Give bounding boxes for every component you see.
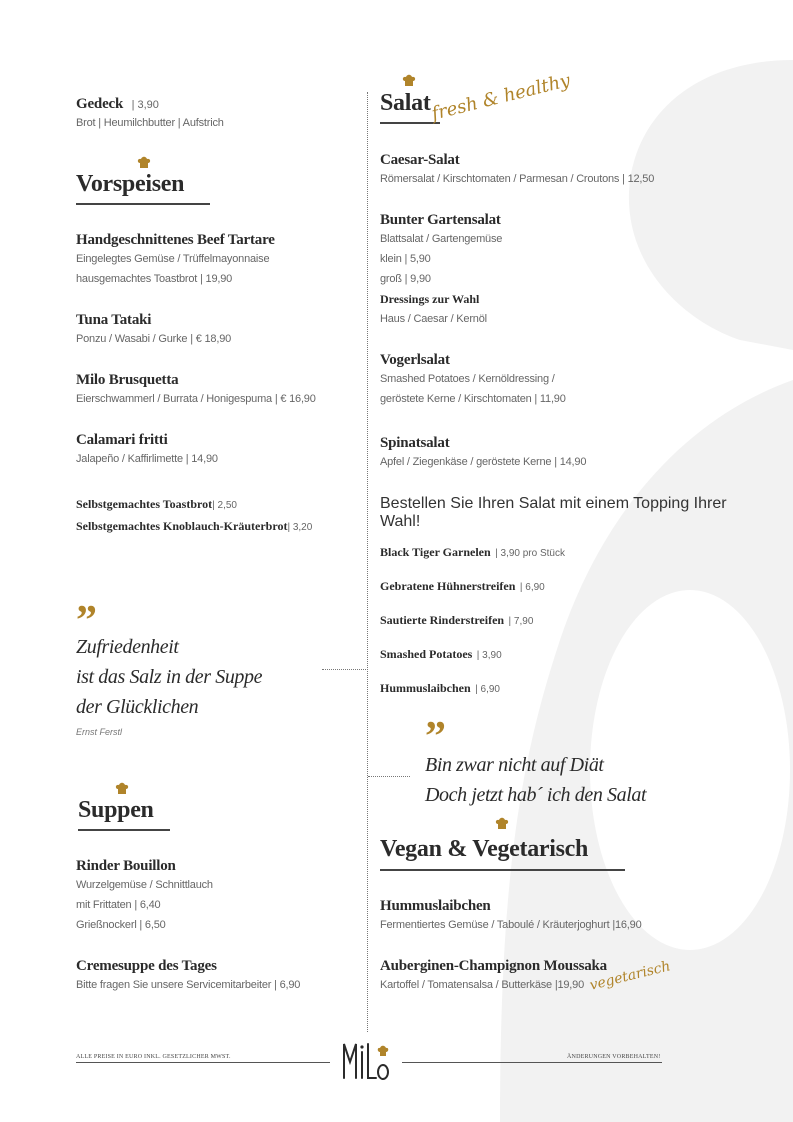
topping-name: Black Tiger Garnelen: [380, 545, 491, 559]
menu-item: [380, 435, 586, 472]
vegetarisch-tag: vegetarisch: [588, 958, 673, 994]
chef-hat-icon: [402, 74, 416, 88]
item-desc: geröstete Kerne / Kirschtomaten | 11,90: [380, 393, 566, 405]
item-desc: Ponzu / Wasabi / Gurke | € 18,90: [76, 333, 232, 345]
quote-line: Bin zwar nicht auf Diät: [425, 754, 604, 776]
footer-line-left: [76, 1062, 330, 1063]
footer-price-note: ALLE PREISE IN EURO INKL. GESETZLICHER MWST.: [76, 1054, 231, 1060]
quote-line: Zufriedenheit: [76, 636, 179, 658]
column-divider: [367, 92, 368, 1032]
menu-item: [380, 352, 566, 409]
topping-price: | 6,90: [475, 684, 500, 695]
topping-name: Sautierte Rinderstreifen: [380, 613, 505, 627]
item-desc: klein | 5,90: [380, 253, 431, 265]
topping-item: [380, 536, 565, 570]
topping-item: [380, 672, 565, 706]
quote-text: [76, 632, 262, 722]
gedeck-item: [76, 95, 224, 133]
extra-item: [76, 494, 312, 516]
topping-price: | 6,90: [519, 582, 545, 593]
item-desc: groß | 9,90: [380, 273, 431, 285]
salat-underline: [380, 122, 440, 124]
quote-connector-left: [322, 669, 368, 670]
item-desc: Eierschwammerl / Burrata / Honigespuma | € 16,90: [76, 393, 316, 405]
footer-line-right: [402, 1062, 662, 1063]
topping-name: Gebratene Hühnerstreifen: [380, 579, 516, 593]
topping-note: Bestellen Sie Ihren Salat mit einem Topping Ihrer Wahl!: [380, 495, 727, 530]
item-desc: hausgemachtes Toastbrot | 19,90: [76, 273, 233, 285]
item-name: Rinder Bouillon: [76, 858, 176, 874]
vorspeisen-underline: [76, 203, 210, 205]
suppen-underline: [78, 829, 170, 831]
topping-name: Smashed Potatoes: [380, 647, 473, 661]
menu-item: [380, 958, 607, 995]
item-name: Spinatsalat: [380, 435, 450, 451]
chef-hat-icon: [495, 817, 509, 831]
item-desc: Grießnockerl | 6,50: [76, 919, 166, 931]
item-name: Auberginen-Champignon Moussaka: [380, 958, 607, 974]
menu-item: [76, 312, 231, 349]
topping-item: [380, 638, 565, 672]
topping-name: Hummuslaibchen: [380, 681, 471, 695]
item-name: Vogerlsalat: [380, 352, 450, 368]
item-desc: Bitte fragen Sie unsere Servicemitarbeiter | 6,90: [76, 979, 301, 991]
item-name: Cremesuppe des Tages: [76, 958, 217, 974]
extra-name: Selbstgemachtes Toastbrot: [76, 497, 213, 511]
gedeck-desc: Brot | Heumilchbutter | Aufstrich: [76, 117, 224, 129]
topping-price: | 3,90 pro Stück: [495, 548, 565, 559]
item-desc: Smashed Potatoes / Kernöldressing /: [380, 373, 555, 385]
menu-item: [76, 858, 213, 935]
menu-item: [76, 958, 300, 995]
quote-line: ist das Salz in der Suppe: [76, 666, 263, 688]
vegan-title: Vegan & Vegetarisch: [380, 836, 589, 862]
item-desc: Wurzelgemüse / Schnittlauch: [76, 879, 213, 891]
item-desc: Haus / Caesar / Kernöl: [380, 313, 487, 325]
extra-name: Selbstgemachtes Knoblauch-Kräuterbrot: [76, 519, 288, 533]
quote-connector-right: [368, 776, 410, 777]
suppen-title: Suppen: [78, 797, 154, 823]
vorspeisen-title: Vorspeisen: [76, 171, 185, 197]
quote-author: Ernst Ferstl: [76, 727, 123, 737]
item-desc: Fermentiertes Gemüse / Taboulé / Kräuterjoghurt |16,90: [380, 919, 642, 931]
topping-item: [380, 604, 565, 638]
item-desc: mit Frittaten | 6,40: [76, 899, 161, 911]
item-desc: Jalapeño / Kaffirlimette | 14,90: [76, 453, 218, 465]
item-name: Bunter Gartensalat: [380, 212, 501, 228]
menu-item: [76, 232, 275, 289]
extra-price: | 2,50: [212, 500, 237, 511]
item-name: Calamari fritti: [76, 432, 168, 448]
item-name: Caesar-Salat: [380, 152, 460, 168]
quote-text: [425, 750, 646, 810]
item-name: Hummuslaibchen: [380, 898, 491, 914]
menu-item: [380, 212, 502, 329]
quote-line: der Glücklichen: [76, 696, 199, 718]
menu-item: [76, 432, 218, 469]
menu-item: [380, 152, 654, 189]
item-name: Milo Brusquetta: [76, 372, 179, 388]
item-desc: Eingelegtes Gemüse / Trüffelmayonnaise: [76, 253, 270, 265]
milo-logo: [338, 1038, 394, 1084]
quote-line: Doch jetzt hab´ ich den Salat: [425, 784, 647, 806]
gedeck-name: Gedeck: [76, 96, 124, 112]
quote-mark-icon: ”: [425, 714, 446, 760]
salat-title: Salat: [380, 90, 431, 116]
item-desc: Römersalat / Kirschtomaten / Parmesan / Croutons | 12,50: [380, 173, 655, 185]
item-name: Handgeschnittenes Beef Tartare: [76, 232, 275, 248]
extra-price: | 3,20: [287, 522, 313, 533]
footer-change-note: ÄNDERUNGEN VORBEHALTEN!: [567, 1054, 661, 1060]
gedeck-price: | 3,90: [131, 99, 159, 111]
quote-mark-icon: ”: [76, 598, 97, 644]
extra-item: [76, 516, 312, 538]
chef-hat-icon: [137, 156, 151, 170]
item-name: Tuna Tataki: [76, 312, 152, 328]
item-desc: Blattsalat / Gartengemüse: [380, 233, 503, 245]
menu-item: [380, 898, 642, 935]
topping-item: [380, 570, 565, 604]
salat-script-tagline: fresh & healthy: [429, 69, 573, 125]
menu-item: [76, 372, 316, 409]
toppings-list: [380, 536, 565, 706]
item-desc: Apfel / Ziegenkäse / geröstete Kerne | 14,90: [380, 456, 587, 468]
dressing-heading: Dressings zur Wahl: [380, 292, 480, 306]
extras-list: [76, 494, 312, 538]
item-desc: Kartoffel / Tomatensalsa / Butterkäse |19,90: [380, 979, 584, 991]
chef-hat-icon: [115, 782, 129, 796]
vegan-underline: [380, 869, 625, 871]
topping-price: | 3,90: [476, 650, 502, 661]
topping-price: | 7,90: [508, 616, 534, 627]
